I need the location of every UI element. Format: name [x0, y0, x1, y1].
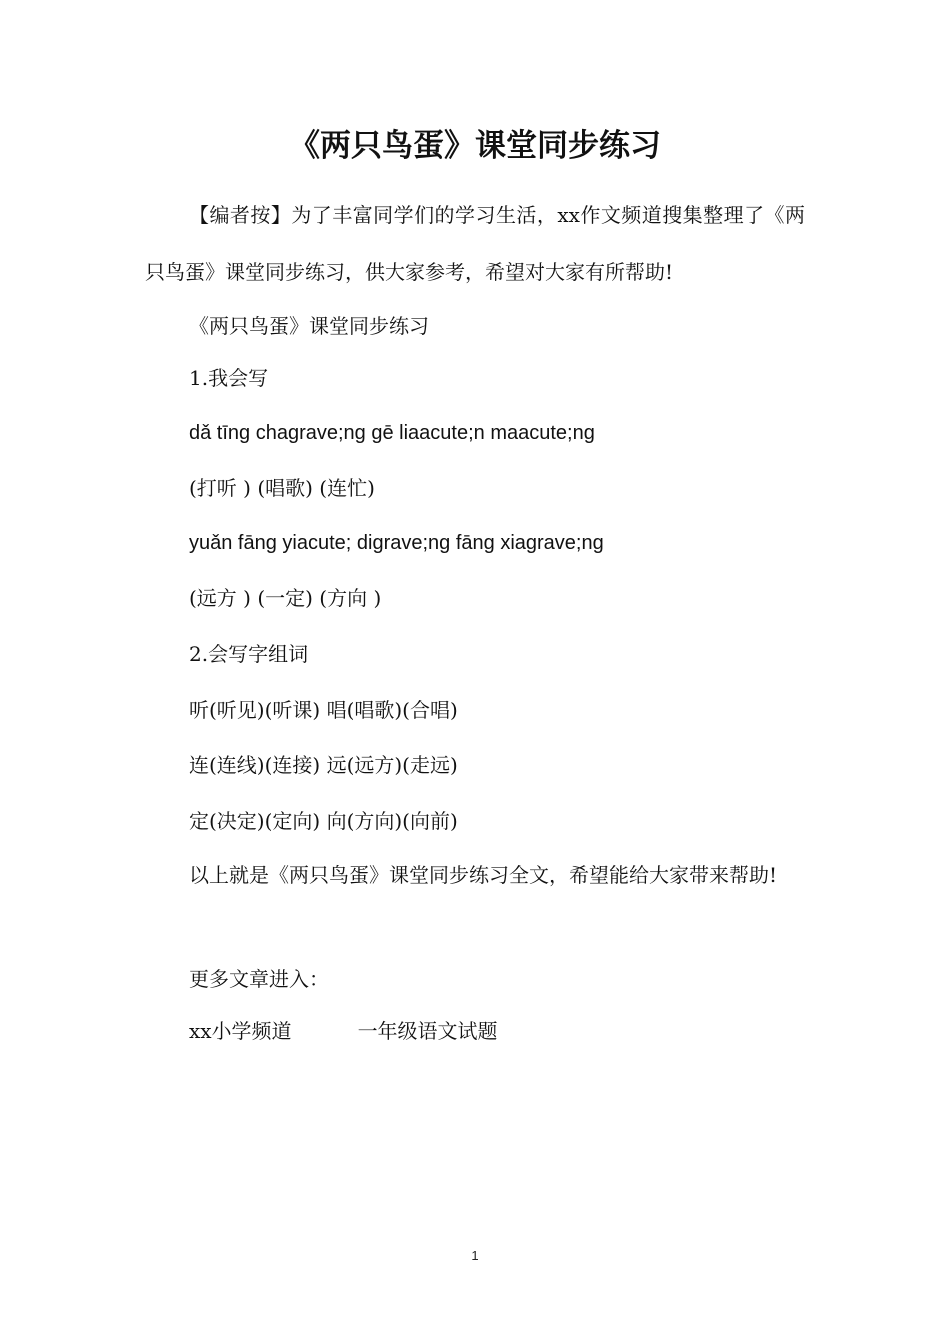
word-group-line-2: 连(连线)(连接) 远(远方)(走远) [189, 753, 458, 777]
word-group-line-1: 听(听见)(听课) 唱(唱歌)(合唱) [189, 698, 458, 722]
more-articles-label: 更多文章进入： [189, 967, 329, 991]
section-2-heading: 2.会写字组词 [189, 642, 309, 666]
link-grade1-chinese-tests[interactable]: 一年级语文试题 [357, 1019, 498, 1043]
closing-paragraph: 以上就是《两只鸟蛋》课堂同步练习全文，希望能给大家带来帮助! [189, 863, 778, 887]
words-line-1: (打听 ) (唱歌) (连忙) [189, 476, 375, 500]
subtitle-line: 《两只鸟蛋》课堂同步练习 [189, 314, 429, 338]
editor-note-paragraph: 【编者按】为了丰富同学们的学习生活，xx作文频道搜集整理了《两只鸟蛋》课堂同步练习，供大家参考，希望对大家有所帮助! [145, 203, 805, 284]
page-number: 1 [471, 1248, 479, 1263]
page-title: 《两只鸟蛋》课堂同步练习 [289, 128, 661, 164]
section-1-heading: 1.我会写 [189, 366, 269, 390]
pinyin-line-1: dǎ tīng chagrave;ng gē liaacute;n maacute;ng [189, 422, 595, 444]
pinyin-line-2: yuǎn fāng yiacute; digrave;ng fāng xiagrave;ng [189, 532, 604, 554]
related-links-row [189, 1016, 498, 1046]
word-group-line-3: 定(决定)(定向) 向(方向)(向前) [189, 809, 458, 833]
link-primary-channel[interactable]: xx小学频道 [189, 1019, 292, 1043]
words-line-2: (远方 ) (一定) (方向 ) [189, 586, 382, 610]
